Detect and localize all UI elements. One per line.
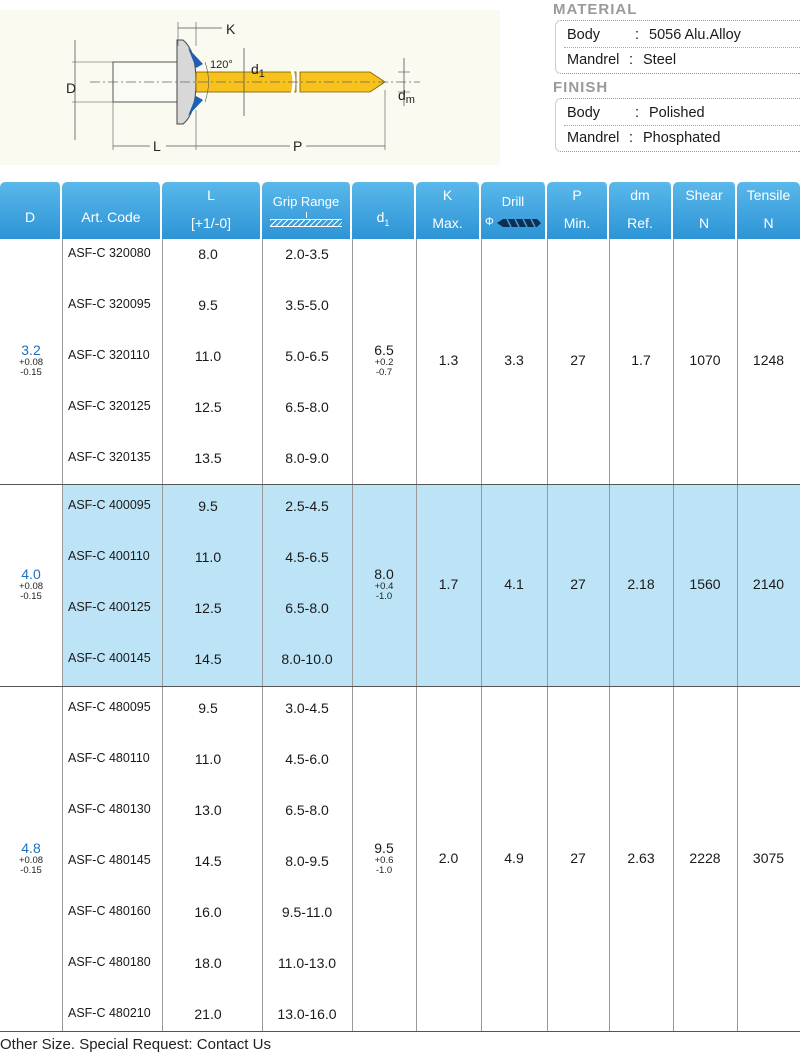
art-code-cell: ASF-C 400095	[68, 498, 151, 512]
length-cell: 14.5	[194, 853, 222, 869]
rivet-spec-table	[0, 182, 800, 1032]
spec-sep: :	[635, 105, 640, 121]
diameter-cell: 4.0 +0.08 -0.15	[18, 566, 44, 602]
grip-range-cell: 9.5-11.0	[281, 904, 333, 920]
art-code-cell: ASF-C 480145	[68, 853, 151, 867]
header-art-code: Art. Code	[62, 182, 162, 239]
table-body	[0, 239, 800, 1032]
length-cell: 9.5	[198, 498, 218, 514]
header-dm: dm Ref.	[609, 182, 673, 239]
drill-cell: 4.9	[504, 849, 524, 866]
header-drill: Drill Φ	[481, 182, 547, 239]
art-code-cell: ASF-C 400125	[68, 600, 151, 614]
label-dm: $d_m$	[398, 87, 415, 106]
table-row	[0, 297, 800, 317]
art-code-cell: ASF-C 400145	[68, 651, 151, 665]
spec-key: Body	[567, 27, 601, 43]
diameter-cell: 4.8 +0.08 -0.15	[18, 839, 44, 876]
label-k: K	[226, 21, 236, 37]
art-code-cell: ASF-C 480095	[68, 700, 151, 714]
shear-cell: 1560	[689, 576, 721, 592]
material-group	[555, 20, 800, 74]
length-cell: 21.0	[194, 1006, 222, 1022]
label-angle: 120°	[210, 59, 233, 71]
art-code-cell: ASF-C 320125	[68, 399, 151, 413]
header-shear: Shear N	[673, 182, 737, 239]
grip-range-cell: 8.0-9.0	[285, 450, 329, 466]
finish-mandrel-row	[564, 125, 800, 149]
grip-range-cell: 6.5-8.0	[285, 802, 329, 818]
grip-range-cell: 11.0-13.0	[277, 955, 337, 971]
phi-symbol: Φ	[485, 216, 494, 228]
grip-range-cell: 4.5-6.5	[285, 549, 329, 565]
p-cell: 27	[570, 352, 586, 368]
grip-range-cell: 5.0-6.5	[285, 348, 329, 364]
header-grip-range: Grip Range	[262, 182, 352, 239]
art-code-cell: ASF-C 320095	[68, 297, 151, 311]
finish-group	[555, 98, 800, 152]
table-row	[0, 802, 800, 822]
length-cell: 13.0	[194, 802, 222, 818]
footer-note: Other Size. Special Request: Contact Us	[0, 1036, 271, 1053]
spec-sep: :	[635, 27, 640, 43]
table-row	[0, 1006, 800, 1026]
length-cell: 12.5	[194, 600, 222, 616]
table-row	[0, 450, 800, 470]
table-row	[0, 955, 800, 975]
header-p: P Min.	[547, 182, 609, 239]
art-code-cell: ASF-C 480160	[68, 904, 151, 918]
dm-cell: 2.18	[627, 576, 655, 592]
finish-body-row	[556, 101, 800, 125]
grip-range-cell: 13.0-16.0	[277, 1006, 337, 1022]
shear-cell: 2228	[689, 849, 721, 866]
length-cell: 9.5	[198, 700, 218, 716]
header-d: D	[0, 182, 62, 239]
grip-range-cell: 8.0-10.0	[281, 651, 333, 667]
shear-cell: 1070	[689, 352, 721, 368]
dm-cell: 1.7	[631, 352, 651, 368]
table-row	[0, 498, 800, 518]
spec-sep: :	[629, 130, 634, 146]
spec-key: Mandrel	[567, 52, 620, 68]
art-code-cell: ASF-C 320110	[68, 348, 150, 362]
grip-range-cell: 8.0-9.5	[285, 853, 329, 869]
length-cell: 8.0	[198, 246, 218, 262]
table-row	[0, 751, 800, 771]
label-d: D	[66, 80, 77, 96]
k-cell: 1.7	[438, 576, 459, 592]
rivet-drawing	[0, 10, 500, 165]
length-cell: 13.5	[194, 450, 222, 466]
spec-value: Polished	[649, 105, 705, 121]
grip-range-cell: 2.5-4.5	[285, 498, 329, 514]
label-l: L	[153, 138, 161, 154]
table-row	[0, 651, 800, 671]
rivet-diagram	[0, 10, 500, 165]
table-row	[0, 600, 800, 620]
diameter-group	[0, 485, 800, 687]
tensile-cell: 1248	[752, 352, 785, 368]
k-cell: 2.0	[438, 849, 459, 866]
art-code-cell: ASF-C 400110	[68, 549, 150, 563]
length-cell: 18.0	[194, 955, 222, 971]
art-code-cell: ASF-C 320080	[68, 246, 151, 260]
grip-range-cell: 3.0-4.5	[285, 700, 329, 716]
art-code-cell: ASF-C 480210	[68, 1006, 151, 1020]
tensile-cell: 2140	[752, 576, 785, 592]
art-code-cell: ASF-C 480110	[68, 751, 150, 765]
table-row	[0, 700, 800, 720]
length-cell: 12.5	[194, 399, 222, 415]
table-row	[0, 904, 800, 924]
p-cell: 27	[570, 576, 586, 592]
table-row	[0, 399, 800, 419]
p-cell: 27	[570, 849, 586, 866]
grip-range-cell: 6.5-8.0	[285, 399, 329, 415]
length-cell: 14.5	[194, 651, 222, 667]
grip-range-cell: 6.5-8.0	[285, 600, 329, 616]
header-l: L [+1/-0]	[162, 182, 262, 239]
spec-sep: :	[629, 52, 634, 68]
label-d1: $d_1$	[251, 61, 265, 80]
material-mandrel-row	[564, 47, 800, 71]
spec-value: Steel	[643, 52, 677, 68]
spec-key: Body	[567, 105, 601, 121]
table-header	[0, 182, 800, 239]
material-title: MATERIAL	[553, 1, 638, 18]
art-code-cell: ASF-C 480130	[68, 802, 151, 816]
art-code-cell: ASF-C 320135	[68, 450, 151, 464]
header-k: K Max.	[416, 182, 481, 239]
spec-value: 5056 Alu.Alloy	[649, 27, 741, 43]
diameter-cell: 3.2 +0.08 -0.15	[18, 342, 44, 378]
diameter-group	[0, 239, 800, 485]
d1-cell: 6.5 +0.2 -0.7	[374, 342, 394, 378]
d1-cell: 8.0 +0.4 -1.0	[374, 566, 394, 602]
length-cell: 16.0	[194, 904, 222, 920]
tensile-cell: 3075	[752, 849, 785, 866]
length-cell: 11.0	[194, 348, 222, 364]
drill-cell: 3.3	[504, 352, 524, 368]
grip-range-cell: 4.5-6.0	[285, 751, 329, 767]
spec-panel	[553, 0, 800, 152]
header-d1: $d_1$	[352, 182, 416, 239]
table-row	[0, 246, 800, 266]
label-p: P	[293, 138, 303, 154]
k-cell: 1.3	[438, 352, 459, 368]
grip-range-cell: 2.0-3.5	[285, 246, 329, 262]
diameter-group	[0, 687, 800, 1032]
grip-arrow-icon	[306, 212, 307, 218]
drill-cell: 4.1	[504, 576, 524, 592]
spec-value: Phosphated	[643, 130, 721, 146]
dm-cell: 2.63	[627, 849, 655, 866]
grip-range-cell: 3.5-5.0	[285, 297, 329, 313]
finish-title: FINISH	[553, 79, 609, 96]
spec-key: Mandrel	[567, 130, 620, 146]
length-cell: 11.0	[194, 549, 222, 565]
drill-bit-icon	[497, 218, 541, 228]
length-cell: 11.0	[194, 751, 222, 767]
art-code-cell: ASF-C 480180	[68, 955, 151, 969]
length-cell: 9.5	[198, 297, 218, 313]
material-body-row	[556, 23, 800, 47]
d1-cell: 9.5 +0.6 -1.0	[374, 839, 394, 876]
grip-hatch-icon	[270, 219, 342, 227]
header-tensile: Tensile N	[737, 182, 800, 239]
